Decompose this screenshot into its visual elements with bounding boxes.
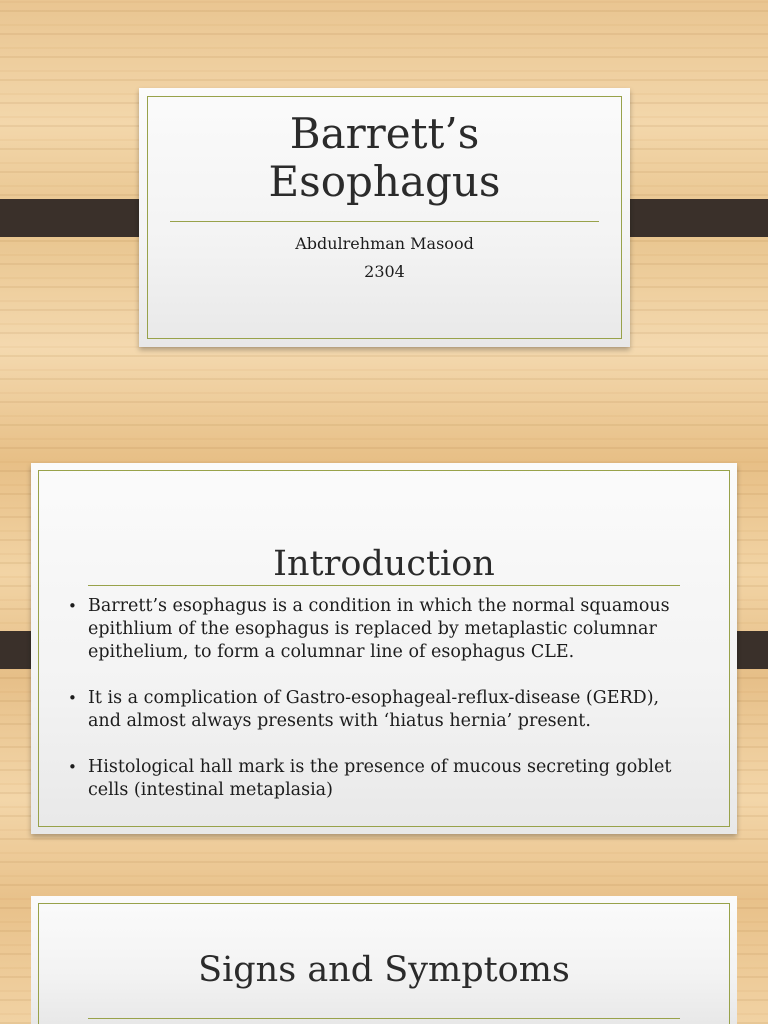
bullet-item	[68, 756, 688, 802]
bullet-text: Barrett’s esophagus is a condition in which the normal squamous epithlium of the esophagus is replaced by metaplastic columnar epithelium, to form a columnar line of esophagus CLE.	[88, 596, 670, 662]
bullet-text: Histological hall mark is the presence of mucous secreting goblet cells (intestinal metaplasia)	[88, 757, 672, 800]
bullet-dot: •	[68, 758, 77, 776]
bullet-dot: •	[68, 689, 77, 707]
slide-1-author: Abdulrehman Masood	[295, 234, 474, 253]
slide-2-bullet-list	[68, 595, 688, 825]
slide-2-title-rule	[88, 585, 680, 586]
slide-3-title-rule	[88, 1018, 680, 1019]
bullet-dot: •	[68, 597, 77, 615]
bullet-item	[68, 687, 688, 733]
slide-2-title: Introduction	[273, 544, 495, 584]
slide-1-title-line-1: Barrett’s	[289, 109, 480, 158]
slide-3-signs-and-symptoms	[31, 896, 737, 1024]
slide-1-number: 2304	[364, 262, 405, 281]
slide-1-title-rule	[170, 221, 599, 222]
slide-1-title-line-2: Esophagus	[268, 157, 501, 206]
bullet-text: It is a complication of Gastro-esophageal-reflux-disease (GERD), and almost always presents with ‘hiatus hernia’ present.	[88, 688, 660, 731]
slide-1-title	[139, 110, 630, 206]
bullet-item	[68, 595, 688, 664]
slide-1-title-slide	[139, 88, 630, 347]
slide-1-band-left	[0, 199, 156, 237]
slide-1-band-right	[612, 199, 768, 237]
slide-3-title: Signs and Symptoms	[198, 950, 570, 990]
slide-2-introduction	[31, 463, 737, 834]
